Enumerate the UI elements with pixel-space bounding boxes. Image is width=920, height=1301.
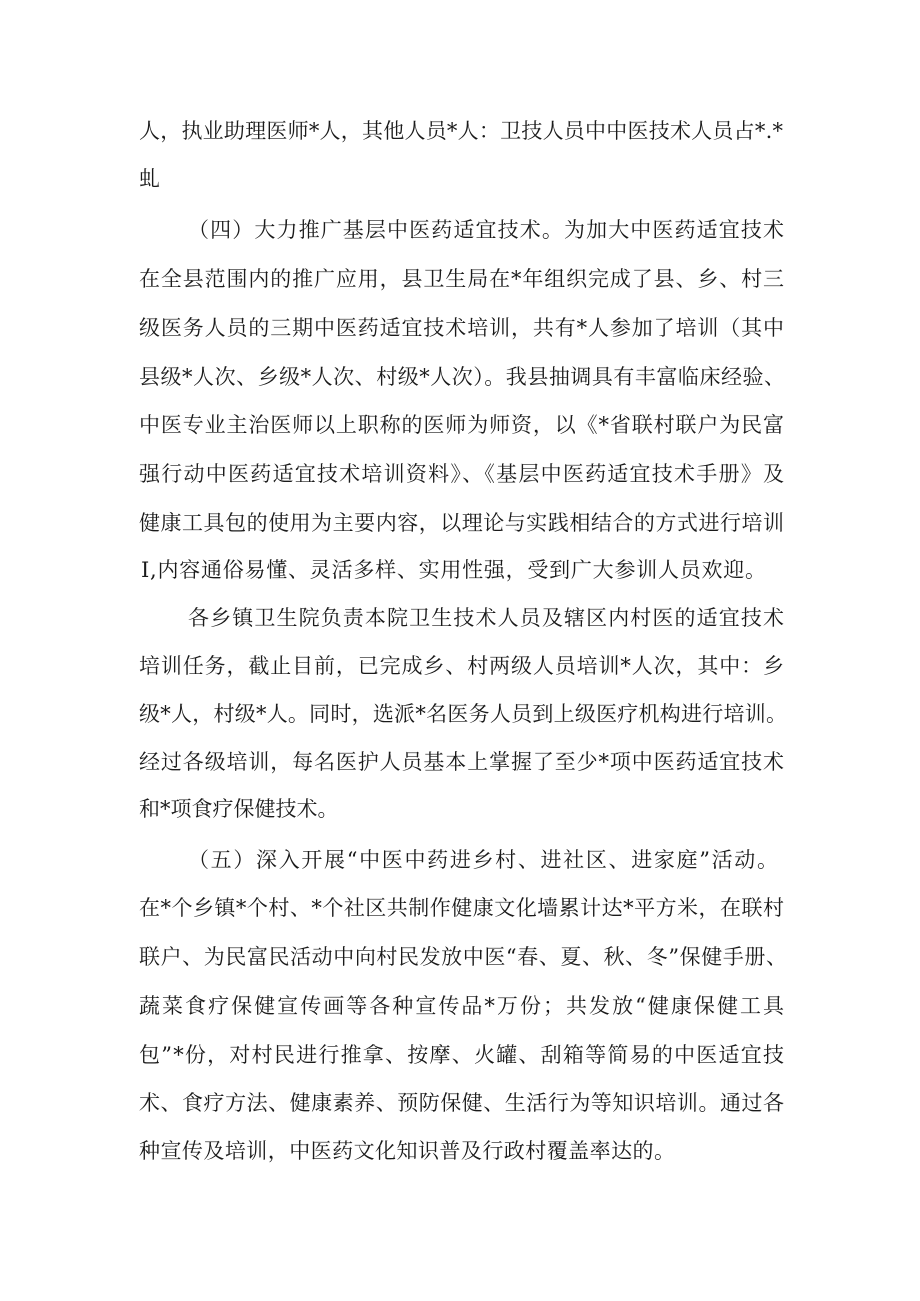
- line-text: 术、食疗方法、健康素养、预防保健、生活行为等知识培训。通过各: [139, 1091, 785, 1115]
- line-text: 级医务人员的三期中医药适宜技术培训，共有*人参加了培训（其中: [139, 316, 785, 340]
- text-line: [0, 694, 920, 734]
- line-text: 蔬菜食疗保健宣传画等各种宣传品*万份；共发放“健康保健工具: [139, 994, 787, 1018]
- text-line: [0, 454, 920, 494]
- line-text: 中医专业主治医师以上职称的医师为师资，以《*省联村联户为民富: [139, 413, 785, 437]
- text-line: [0, 111, 920, 151]
- text-line: [0, 259, 920, 299]
- line-text: 在全县范围内的推广应用，县卫生局在*年组织完成了县、乡、村三: [139, 267, 785, 291]
- line-text: 和*项食疗保健技术。: [139, 797, 339, 821]
- text-line: [0, 646, 920, 686]
- text-line: [0, 1035, 920, 1075]
- text-line: [0, 210, 920, 250]
- line-text: 各乡镇卫生院负责本院卫生技术人员及辖区内村医的适宜技术: [188, 606, 786, 630]
- line-text: 种宣传及培训，中医药文化知识普及行政村覆盖率达的。: [139, 1139, 676, 1163]
- line-text: 人，执业助理医师*人，其他人员*人：卫技人员中中医技术人员占*.*: [139, 119, 784, 143]
- line-text: 县级*人次、乡级*人次、村级*人次）。我县抽调具有丰富临床经验、: [139, 365, 786, 389]
- text-line: [0, 308, 920, 348]
- text-line: [0, 986, 920, 1026]
- text-line: [0, 357, 920, 397]
- line-text: 联户、为民富民活动中向村民发放中医“春、夏、秋、冬”保健手册、: [139, 945, 788, 969]
- line-text: 培训任务，截止目前，已完成乡、村两级人员培训*人次，其中：乡: [139, 654, 785, 678]
- line-text: 级*人，村级*人。同时，选派*名医务人员到上级医疗机构进行培训。: [139, 702, 788, 726]
- text-line: [0, 1083, 920, 1123]
- line-text: I,内容通俗易懂、灵活多样、实用性强，受到广大参训人员欢迎。: [141, 558, 767, 582]
- line-text: 在*个乡镇*个村、*个社区共制作健康文化墙累计达*平方米，在联村: [139, 896, 785, 920]
- text-line: [0, 937, 920, 977]
- text-line: [0, 405, 920, 445]
- text-line: [0, 1131, 920, 1171]
- text-line: [0, 503, 920, 543]
- text-line: [0, 159, 920, 199]
- line-text: 强行动中医药适宜技术培训资料》、《基层中医药适宜技术手册》及: [139, 462, 786, 486]
- line-text: 经过各级培训，每名医护人员基本上掌握了至少*项中医药适宜技术: [139, 750, 785, 774]
- line-text: （五）深入开展“中医中药进乡村、进社区、进家庭”活动。: [188, 848, 780, 872]
- text-line: [0, 742, 920, 782]
- text-line: [0, 550, 920, 590]
- text-line: [0, 888, 920, 928]
- line-text: 虬: [139, 167, 160, 191]
- text-line: [0, 789, 920, 829]
- line-text: 健康工具包的使用为主要内容，以理论与实践相结合的方式进行培训: [139, 511, 785, 535]
- text-line: [0, 840, 920, 880]
- text-line: [0, 598, 920, 638]
- line-text: （四）大力推广基层中医药适宜技术。为加大中医药适宜技术: [188, 218, 786, 242]
- line-text: 包”*份，对村民进行推拿、按摩、火罐、刮箱等简易的中医适宜技: [139, 1043, 786, 1067]
